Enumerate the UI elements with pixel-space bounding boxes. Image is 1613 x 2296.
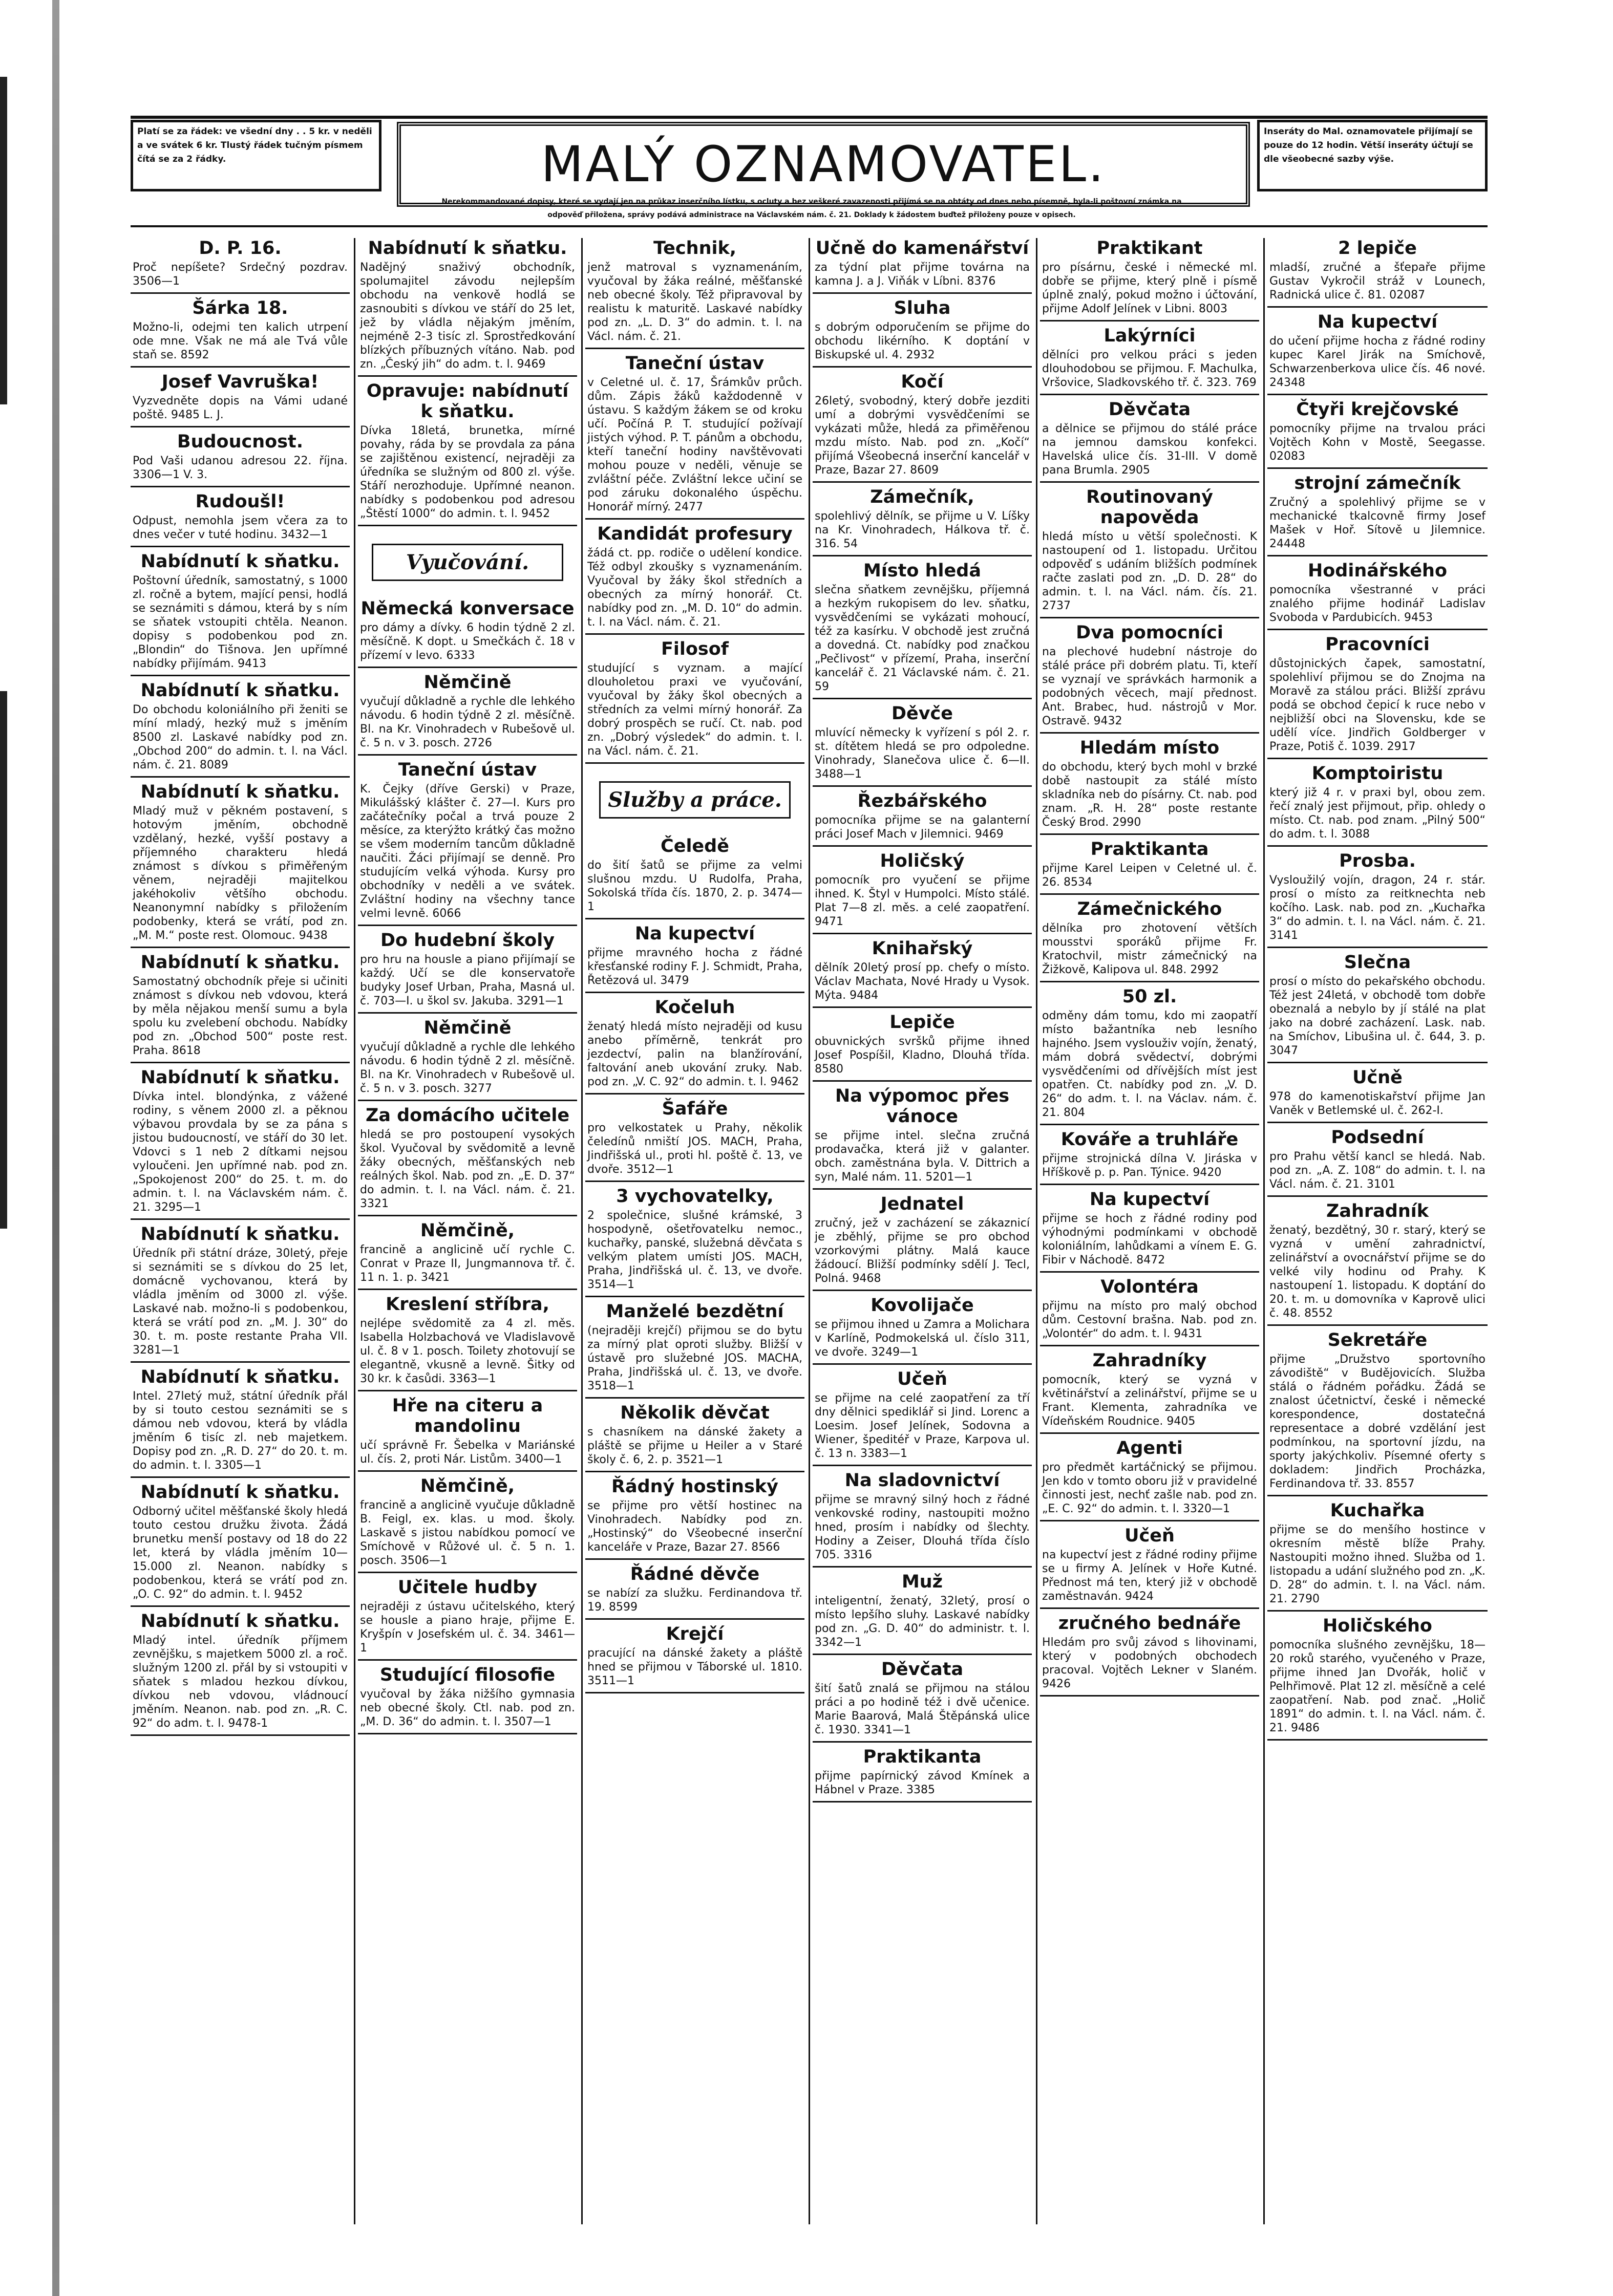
ad-body: se přijme na celé zaopatření za tří dny dělnici spediklář si Jind. Lorenc a Loesim. Josef Jelínek, Sodovna a Wiener, špeditéř v Praze, Karpova ul. č. 13 n. 3383—1 xyxy=(815,1392,1030,1460)
ad-heading: Učně do kamenářství xyxy=(815,238,1029,259)
ad-body: ženatý, bezdětný, 30 r. starý, který se vyzná v umění zahradnictví, zelinářství a ovocnářství přijme se do velké vily hodinu od Prahy. K nastoupení 1. listopadu. K doptání do 20. t. m. u domovníka v Kaprově ulici č. 48. 8552 xyxy=(1269,1224,1485,1320)
notice-line: odpověď přiložena, správy podává administrace na Václavském nám. č. 21. Doklady k žádostem buďtež přiloženy pouze v opisech. xyxy=(547,211,1076,219)
classified-ad xyxy=(131,372,350,427)
ad-heading: Nabídnutí k sňatku. xyxy=(140,1611,340,1632)
ad-heading: Sekretáře xyxy=(1327,1330,1428,1350)
classified-ad xyxy=(131,1611,350,1736)
ad-body: dělníci pro velkou práci s jeden dlouhodobou se přijmou. F. Machulka, Vršovice, Sladkovského tř. č. 323. 769 xyxy=(1042,349,1257,389)
ad-body: 978 do kamenotiskařství přijme Jan Vaněk v Betlemské ul. č. 262-I. xyxy=(1269,1090,1485,1117)
ad-heading: Holičský xyxy=(880,851,965,871)
ad-heading: Děvčata xyxy=(1108,399,1191,420)
classified-ad xyxy=(1040,839,1259,895)
classified-ad xyxy=(585,238,804,349)
classified-ad xyxy=(1267,952,1488,1063)
classified-ad xyxy=(1267,561,1488,630)
column-5 xyxy=(1040,238,1259,2245)
classified-ad xyxy=(585,1624,804,1693)
column-rule xyxy=(581,238,583,2224)
ad-body: přijme se mravný silný hoch z řádné venkovské rodiny, nastoupiti možno hned, prosím i nabídky od šlechty. Hodiny a Zeiser, Dlouhá třída číslo 705. 3316 xyxy=(815,1493,1030,1561)
classified-ad xyxy=(813,1659,1032,1743)
ad-body: nejlépe svědomitě za 4 zl. měs. Isabella Holzbachová ve Vladislavově ul. č. 8 v 1. posch. Toilety zhotovují se elegantně, vkusně a levně. Šitky od 30 kr. k časůdi. 3363—1 xyxy=(360,1317,575,1385)
classified-ad xyxy=(585,1301,804,1399)
ad-body: nejraději z ústavu učitelského, který se housle a piano hraje, přijme E. Kryšpín v Josefském ul. č. 34. 3461—1 xyxy=(360,1600,575,1655)
left-notice-box xyxy=(131,120,381,191)
ad-heading: Učně xyxy=(1352,1067,1403,1088)
classified-ad xyxy=(1040,1526,1259,1609)
ad-body: se nabízí za služku. Ferdinandova tř. 19. 8599 xyxy=(587,1587,802,1614)
classified-ad xyxy=(1040,986,1259,1125)
classified-ad xyxy=(1267,1201,1488,1326)
ad-body: francině a anglicině učí rychle C. Conrat v Praze II, Jungmannova tř. č. 11 n. 1. p. 3421 xyxy=(360,1243,575,1284)
column-1 xyxy=(131,238,350,2245)
left-margin-mark xyxy=(0,77,7,404)
ad-body: pracující na dánské žakety a pláště hned se přijmou v Táborské ul. 1810. 3511—1 xyxy=(587,1647,802,1687)
classified-ad xyxy=(358,1105,577,1216)
ad-body: do učení přijme hocha z řádné rodiny kupec Karel Jirák na Smíchově, Schwarzenberkova ulice čís. 46 nové. 24348 xyxy=(1269,335,1485,389)
classified-ad xyxy=(131,782,350,948)
ad-body: přijme se do menšího hostince v okresním městě blíže Prahy. Nastoupiti možno ihned. Služba od 1. listopadu a udání služného pod zn. „K. D. 28“ do admin. t. l. na Václ. nám. 21. 2790 xyxy=(1269,1523,1485,1605)
classified-ad xyxy=(813,1572,1032,1655)
ad-body: Hledám pro svůj závod s lihovinami, který v podobných obchodech pracoval. Vojtěch Lekner v Slaném. 9426 xyxy=(1042,1636,1257,1690)
ad-body: se přijme intel. slečna zručná prodavačka, která již v galanter. obch. zaměstnána byla. V. Dittrich a syn, Malé nám. 11. 5201—1 xyxy=(815,1129,1030,1184)
classified-ad xyxy=(813,1194,1032,1291)
ad-body: dělníka pro zhotovení větších mousstvi sporáků přijme Fr. Kratochvil, mistr zámečnický na Žižkově, Kalipova ul. 848. 2992 xyxy=(1042,922,1257,976)
ad-heading: Praktikanta xyxy=(1090,839,1209,860)
ad-body: pro Prahu větší kancl se hledá. Nab. pod zn. „A. Z. 108“ do admin. t. l. na Václ. nám. č. 21. 3101 xyxy=(1269,1150,1485,1191)
ad-heading: Praktikanta xyxy=(863,1747,982,1767)
classified-ad xyxy=(813,938,1032,1008)
ad-body: pro hru na housle a piano přijímají se každý. Učí se dle konservatoře budyky Josef Urban, Praha, Masná ul. č. 703—I. u škol sv. Jakuba. 3291—1 xyxy=(360,953,575,1007)
ad-heading: Taneční ústav xyxy=(398,760,537,780)
ad-body: vyučují důkladně a rychle dle lehkého návodu. 6 hodin týdně 2 zl. měsíčně. Bl. na Kr. Vinohradech v Rubešově ul. č. 5 n. v 3. posch. 3277 xyxy=(360,1041,575,1095)
left-margin-mark xyxy=(0,691,7,1229)
ad-heading: Nabídnutí k sňatku. xyxy=(140,1367,340,1387)
column-rule xyxy=(1263,238,1265,2224)
ad-heading: Nabídnutí k sňatku. xyxy=(140,680,340,701)
ad-heading: Kočeluh xyxy=(654,997,735,1018)
ad-body: obuvnických svršků přijme ihned Josef Pospíšil, Kladno, Dlouhá třída. 8580 xyxy=(815,1035,1030,1076)
classified-ad xyxy=(1267,238,1488,308)
ad-body: který již 4 r. v praxi byl, obou zem. řečí znalý jest přijmout, přip. ohledy o místo. Ct. nab. pod znam. „Pilný 500“ do adm. t. l. 3088 xyxy=(1269,786,1485,841)
ad-heading: Opravuje: nabídnutí k sňatku. xyxy=(366,381,569,422)
ad-heading: Filosof xyxy=(661,639,729,659)
column-2 xyxy=(358,238,577,2245)
ad-body: pro písárnu, české i německé ml. dobře se přijme, který plně i písmě úplně znalý, pokud možno i účtování, přijme Adolf Jelínek v Libni. 8003 xyxy=(1042,261,1257,315)
ad-body: s chasníkem na dánské žakety a pláště se přijme u Heiler a v Staré školy č. 6, 2. p. 3521—1 xyxy=(587,1426,802,1466)
classified-ad xyxy=(1267,473,1488,556)
ad-heading: Šafáře xyxy=(662,1099,728,1119)
ad-heading: Na kupectví xyxy=(1089,1189,1210,1210)
ad-body: přijme mravného hocha z řádné křesťanské rodiny F. J. Schmidt, Praha, Řetězová ul. 3479 xyxy=(587,947,802,987)
classified-ad xyxy=(1267,634,1488,759)
ad-heading: Nabídnutí k sňatku. xyxy=(140,952,340,973)
ad-heading: 2 lepiče xyxy=(1338,238,1417,259)
classified-ad xyxy=(813,1470,1032,1568)
ad-heading: Lakýrníci xyxy=(1103,326,1196,346)
ad-heading: Zahradníky xyxy=(1092,1350,1207,1371)
ad-heading: Na výpomoc přes vánoce xyxy=(835,1086,1010,1127)
right-notice: Inseráty do Mal. oznamovatele přijímají se pouze do 12 hodin. Větší inseráty účtují se dle všeobecné sazby výše. xyxy=(1264,126,1473,164)
classified-ad xyxy=(1267,851,1488,948)
classified-ad xyxy=(585,924,804,993)
ad-body: pro předmět kartáčnický se přijmou. Jen kdo v tomto oboru již v pravidelné činnosti jest, nechť zašle nab. pod zn. „E. C. 92“ do admin. t. l. 3320—1 xyxy=(1042,1461,1257,1515)
column-3 xyxy=(585,238,804,2245)
ad-body: v Celetné ul. č. 17, Šrámkův průch. dům. Zápis žáků každodenně v ústavu. S každým žákem se od kroku učí. Počíná P. T. studující požívají jistých výhod. P. T. pánům a obchodu, kteří taneční hodiny navštěvovati mohou pouze v neděli, věnuje se zvláštní péče. Zvláštní lekce učiní se pod záruku dokonalého úspěchu. Honorář mírný. 2477 xyxy=(587,376,802,513)
ad-heading: Řádný hostinský xyxy=(611,1476,778,1497)
ad-heading: Knihařský xyxy=(872,938,973,959)
ad-body: pomocníka všestranné v práci znalého přijme hodinář Ladislav Svoboda v Pardubicích. 9453 xyxy=(1269,584,1485,624)
ad-heading: zručného bednáře xyxy=(1058,1613,1241,1634)
ad-heading: Řezbářského xyxy=(857,791,987,811)
classified-ad xyxy=(1040,1277,1259,1346)
ad-body: (nejraději krejčí) přijmou se do bytu za mírný plat oproti služby. Bližší v ústavě pro služebné JOS. MACHA, Praha, Jindřišská ul. č. 13, ve dvoře. 3518—1 xyxy=(587,1324,802,1392)
classified-ad xyxy=(813,791,1032,847)
classified-ad xyxy=(358,1577,577,1661)
ad-body: se přijme pro větší hostinec na Vinohradech. Nabídky pod zn. „Hostinský“ do Všeobecné inserční kanceláře v Praze, Bazar 27. 8566 xyxy=(587,1499,802,1554)
ad-heading: Německá konversace xyxy=(360,598,575,619)
ad-heading: Sluha xyxy=(894,298,951,318)
classified-ad xyxy=(813,372,1032,483)
ad-heading: Kreslení stříbra, xyxy=(386,1294,549,1315)
ad-body: pomocníka slušného zevnějšku, 18—20 roků starého, vyučeného v Praze, přijme ihned Jan Dvořák, holič v Pelhřimově. Plat 12 zl. měsíčně a celé zaopatření. Nab. pod znač. „Holič 1891“ do admin. t. l. na Václ. nám. č. 21. 9486 xyxy=(1269,1639,1485,1734)
classified-ad xyxy=(358,1220,577,1290)
ad-body: na kupectví jest z řádné rodiny přijme se u firmy A. Jelínek v Hoře Kutné. Přednost má ten, který již v obchodě zaměstnaván. 9424 xyxy=(1042,1549,1257,1603)
ad-heading: Nabídnutí k sňatku. xyxy=(140,1482,340,1503)
ad-body: zručný, jež v zacházení se zákaznicí je zběhlý, přijme se pro obchod vzorkovými plátny. Malá kauce žádoucí. Bližší podmínky sdělí J. Tecl, Polná. 9468 xyxy=(815,1217,1030,1285)
classified-ad xyxy=(1040,1189,1259,1273)
classified-ad xyxy=(131,551,350,676)
classified-ad xyxy=(813,1295,1032,1365)
page-edge xyxy=(52,0,59,2296)
ad-heading: Rudoušl! xyxy=(195,491,285,512)
ad-heading: Na kupectví xyxy=(1317,312,1438,332)
ad-heading: Volontéra xyxy=(1100,1277,1199,1297)
classified-ad xyxy=(1040,399,1259,483)
classified-ad xyxy=(131,432,350,487)
ad-body: pro dámy a dívky. 6 hodin týdně 2 zl. měsíčně. K dopt. u Smečkách č. 18 v přízemí v levo. 6333 xyxy=(360,621,575,662)
column-rule xyxy=(1036,238,1037,2224)
ad-heading: Místo hledá xyxy=(863,561,981,581)
ad-body: přijmu na místo pro malý obchod dům. Cestovní brašna. Nab. pod zn. „Volontér“ do adm. t. l. 9431 xyxy=(1042,1300,1257,1340)
ad-body: Zručný a spolehlivý přijme se v mechanické tkalcovně firmy Josef Mašek v Hoř. Sítově u Jilemnice. 24448 xyxy=(1269,496,1485,550)
classified-ad xyxy=(1267,1330,1488,1496)
classified-ad xyxy=(585,1403,804,1472)
classified-ad xyxy=(358,238,577,377)
classified-ad xyxy=(131,491,350,547)
ad-heading: Studující filosofie xyxy=(379,1665,556,1685)
ad-heading: Učitele hudby xyxy=(397,1577,538,1598)
ad-body: ženatý hledá místo nejraději od kusu anebo příměrně, tenkrát pro jezdectví, palin na blanžírování, faltování aneb ukování zruky. Nab. pod zn. „V. C. 92“ do admin. t. l. 9462 xyxy=(587,1020,802,1088)
classified-ad xyxy=(585,1476,804,1560)
classified-ad xyxy=(358,1476,577,1573)
ad-body: spolehlivý dělník, se přijme u V. Líšky na Kr. Vinohradech, Hálkova tř. č. 316. 54 xyxy=(815,510,1030,550)
ad-body: na plechové hudební nástroje do stálé práce při dobrém platu. Ti, kteří se vyznají ve správkách harmonik a podobných věcech, mají přednost. Ant. Brabec, hud. nástrojů v Mor. Ostravě. 9432 xyxy=(1042,646,1257,727)
column-6 xyxy=(1267,238,1488,2245)
ad-body: s dobrým odporučením se přijme do obchodu likérního. K doptání v Biskupské ul. 4. 2932 xyxy=(815,321,1030,361)
ad-body: odměny dám tomu, kdo mi zaopatří místo bažantníka neb lesního hajného. Jsem vyslouživ vojín, ženatý, mám dobrá svědectví, dobrými vysvědčeními od dřívějších míst jest opatřen. Ct. nabídky pod zn. „V. D. 26“ do adm. t. l. na Václav. nám. č. 21. 804 xyxy=(1042,1010,1257,1119)
ad-heading: Nabídnutí k sňatku. xyxy=(140,782,340,802)
classified-ad xyxy=(813,298,1032,368)
ad-body: přijme papírnický závod Kmínek a Hábnel v Praze. 3385 xyxy=(815,1770,1030,1796)
classified-ad xyxy=(585,1099,804,1182)
ad-heading: Němčině xyxy=(423,672,512,693)
ad-heading: Routinovaný napověda xyxy=(1086,487,1213,528)
ad-heading: Podsední xyxy=(1331,1127,1424,1148)
classified-ad xyxy=(1040,623,1259,734)
ad-heading: Kováře a truhláře xyxy=(1060,1129,1239,1150)
classified-ad xyxy=(1040,238,1259,321)
ad-body: přijme „Družstvo sportovního závodiště“ v Budějovicích. Služba stálá o řádném pořádku. Žádá se znalost účetnictví, české i německé korespondence, dostatečná representace a dobré vzdělání jest podmínkou, na sportovní jízdu, na sporty jakýchkoliv. Písemné oferty s dokladem: Jindřich Procházka, Ferdinandova tř. 33. 8557 xyxy=(1269,1353,1485,1490)
ad-heading: Komptoiristu xyxy=(1311,763,1444,784)
ad-heading: Kuchařka xyxy=(1330,1500,1425,1521)
ad-heading: Hledám místo xyxy=(1079,738,1220,758)
ad-heading: Technik, xyxy=(653,238,737,259)
classified-ad xyxy=(1040,1129,1259,1185)
ad-body: Úředník při státní dráze, 30letý, přeje si seznámiti se s dívkou do 25 let, domácně vychovanou, která by vládla jměním od 3000 zl. výše. Laskavé nab. možno-li s podobenkou, která se vrátí pod zn. „M. J. 30“ do 30. t. m. poste restante Praha VII. 3281—1 xyxy=(133,1247,348,1357)
ad-heading: Josef Vavruška! xyxy=(161,372,319,392)
ad-heading: Muž xyxy=(901,1572,943,1592)
ad-heading: Zámečnického xyxy=(1077,899,1222,919)
masthead-bottom-rule xyxy=(131,225,1488,227)
ad-body: prosí o místo do pekařského obchodu. Též jest 24letá, v obchodě tom dobře obeznalá a nebylo by jí stálé na plat jako na dobré zacházení. Lask. nab. na Smíchov, Libušina ul. č. 644, 3. p. 3047 xyxy=(1269,975,1485,1057)
ad-heading: Děvčata xyxy=(881,1659,964,1680)
ad-heading: Děvče xyxy=(891,703,953,724)
classified-ad xyxy=(358,1665,577,1734)
ad-heading: Zámečník, xyxy=(870,487,974,507)
ad-body: Odborný učitel měšťanské školy hledá touto cestou družku života. Žádá brunetku menší postavy od 18 do 22 let, která by vládla jměním 10—15.000 zl. Neanon. nabídky s podobenkou, která se vrátí pod zn. „O. C. 92“ do admin. t. l. 9452 xyxy=(133,1505,348,1601)
ad-heading: Nabídnutí k sňatku. xyxy=(140,551,340,572)
classified-ad xyxy=(585,353,804,520)
ad-body: se přijmou ihned u Zamra a Molichara v Karlíně, Podmokelská ul. číslo 311, ve dvoře. 3249—1 xyxy=(815,1318,1030,1359)
ad-body: Dívka 18letá, brunetka, mírné povahy, ráda by se provdala za pána se zajištěnou existencí, nejraději za úředníka se služným od 800 zl. výše. Stáří nerozhoduje. Upřímné neanon. nabídky s podobenkou pod adresou „Štěstí 1000“ do admin. t. l. 9452 xyxy=(360,424,575,520)
ad-heading: Dva pomocníci xyxy=(1076,623,1223,643)
ad-body: pomocník pro vyučení se přijme ihned. K. Štyl v Humpolci. Místo stálé. Plat 7—8 zl. měs. a celé zaopatření. 9471 xyxy=(815,874,1030,928)
left-notice: Platí se za řádek: ve všední dny . . 5 kr. v neděli a ve svátek 6 kr. Tlustý řádek tučným písmem čítá se za 2 řádky. xyxy=(137,126,372,164)
ad-heading: Čeledě xyxy=(661,836,729,856)
classified-ad xyxy=(1267,399,1488,469)
column-4 xyxy=(813,238,1032,2245)
classified-ad xyxy=(358,1396,577,1472)
ad-body: Intel. 27letý muž, státní úředník přál by si touto cestou seznámiti se s dámou neb vdovou, která by vládla jměním 6 tisíc zl. neb majetkem. Dopisy pod zn. „R. D. 27“ do 20. t. m. do admin. t. l. 3305—1 xyxy=(133,1390,348,1472)
ad-body: Poštovní úředník, samostatný, s 1000 zl. ročně a bytem, mající pensi, hodlá se seznámiti s dámou, která by s ním se sňatek vstoupiti chtěla. Neanon. dopisy s podobenkou pod zn. „Blondin“ do Tišnova. Jen upřímné nabídky přijímám. 9413 xyxy=(133,574,348,670)
ad-heading: 50 zl. xyxy=(1122,986,1177,1007)
column-rule xyxy=(809,238,810,2224)
classified-ad xyxy=(585,524,804,635)
classified-ad xyxy=(813,1747,1032,1803)
classified-ad xyxy=(813,851,1032,934)
ad-heading: Němčině, xyxy=(420,1220,515,1241)
ad-body: pro velkostatek u Prahy, několik čeledínů nmiští JOS. MACH, Praha, Jindřišská ul., proti hl. poště č. 13, ve dvoře. 3512—1 xyxy=(587,1122,802,1176)
section-heading: Služby a práce. xyxy=(599,781,791,819)
classified-ad xyxy=(131,1482,350,1607)
classified-ad xyxy=(1267,1500,1488,1612)
classified-ad xyxy=(1040,1350,1259,1434)
classified-ad xyxy=(1040,326,1259,395)
ad-heading: Manželé bezdětní xyxy=(606,1301,784,1322)
ad-body: slečna sňatkem zevnějšku, příjemná a hezkým rukopisem do lev. sňatku, vysvědčeními se vykázati mohoucí, též za kasírku. V obchodě jest zručná a dovedná. Ct. nabídky pod značkou „Pečlivost“ v přízemí, Praha, inserční kancelář č. 21 Václavské nám. č. 21. 59 xyxy=(815,584,1030,693)
ad-body: Vyzvedněte dopis na Vámi udané poště. 9485 L. J. xyxy=(133,395,348,421)
notice-line: Nerekommandované dopisy, které se vydají jen na průkaz inserčního lístku, s ocluty a bez veškeré zavazenosti přijímá se na obtáty od dnes nebo písemně, byla-li poštovní známka na xyxy=(441,198,1182,206)
ad-body: důstojnických čapek, samostatní, spolehliví přijmou se do Znojma na Moravě za stálou práci. Bližší zprávu podá se obchod čepicí k ruce nebo v nejbližší obci na Slovensku, kde se udělí více. Jindřich Goldberger v Praze, Potiš č. 1039. 2917 xyxy=(1269,657,1485,753)
ad-body: do šití šatů se přijme za velmi slušnou mzdu. U Rudolfa, Praha, Sokolská třída čís. 1870, 2. p. 3474—1 xyxy=(587,859,802,913)
classified-ad xyxy=(1267,763,1488,847)
classified-ad xyxy=(1040,899,1259,982)
classified-ad xyxy=(1040,1613,1259,1697)
ad-heading: Na sladovnictví xyxy=(844,1470,1000,1491)
ad-heading: Krejčí xyxy=(666,1624,724,1644)
ad-heading: Kočí xyxy=(901,372,944,392)
ad-body: pomocníky přijme na trvalou práci Vojtěch Kohn v Mostě, Seegasse. 02083 xyxy=(1269,422,1485,463)
ad-heading: Řádné děvče xyxy=(630,1564,760,1584)
ad-body: francině a anglicině vyučuje důkladně B. Feigl, ex. klas. u mod. školy. Laskavě s jistou nabídkou pomocí ve Smíchově v Růžové ul. č. 5 n. 1. posch. 3506—1 xyxy=(360,1499,575,1567)
section-heading: Vyučování. xyxy=(372,544,563,581)
ad-body: studující s vyznam. a mající dlouholetou praxi ve vyučování, vyučoval by žáky škol obecných a středních za velmi mírný honorář. Za dobrý prospěch se ručí. Ct. nab. pod zn. „Dobrý výsledek“ do admin. t. l. na Václ. nám. č. 21. xyxy=(587,662,802,758)
ad-body: přijme Karel Leipen v Celetné ul. č. 26. 8534 xyxy=(1042,862,1257,889)
ad-heading: Několik děvčat xyxy=(620,1403,770,1423)
classified-ad xyxy=(1040,738,1259,835)
classified-ad xyxy=(131,680,350,778)
ad-body: učí správně Fr. Šebelka v Mariánské ul. čís. 2, proti Nár. Listům. 3400—1 xyxy=(360,1439,575,1466)
classified-ad xyxy=(1040,487,1259,618)
classified-ad xyxy=(131,1224,350,1363)
ad-heading: Němčině xyxy=(423,1018,512,1038)
classified-ad xyxy=(358,1018,577,1101)
ad-body: žádá ct. pp. rodiče o udělení kondice. Též odbyl zkoušky s vyznamenáním. Vyučoval by žáky škol středních a obecných za mírný honorář. Ct. nabídky pod zn. „M. D. 10“ do admin. t. l. na Václ. nám. č. 21. xyxy=(587,547,802,629)
classified-ad xyxy=(358,381,577,526)
classified-ad xyxy=(1267,312,1488,395)
ad-heading: Zahradník xyxy=(1326,1201,1429,1221)
ad-heading: Lepiče xyxy=(889,1012,955,1033)
ad-heading: Pracovníci xyxy=(1325,634,1430,655)
ad-body: přijme se hoch z řádné rodiny pod výhodnými podmínkami v obchodě koloniálním, lahůdkami a vínem E. G. Fibir v Náchodě. 8472 xyxy=(1042,1212,1257,1267)
classified-ad xyxy=(813,1369,1032,1466)
ad-heading: Budoucnost. xyxy=(177,432,304,452)
ad-body: vyučují důkladně a rychle dle lehkého návodu. 6 hodin týdně 2 zl. měsíčně. Bl. na Kr. Vinohradech v Rubešově ul. č. 5 n. v 3. posch. 2726 xyxy=(360,695,575,749)
ad-heading: strojní zámečník xyxy=(1294,473,1461,493)
ad-body: Odpust, nemohla jsem včera za to dnes večer v tuté hodinu. 3432—1 xyxy=(133,514,348,541)
classified-ad xyxy=(358,930,577,1014)
ad-body: mluvící německy k vyřízení s pól 2. r. st. dítětem hledá se pro odpoledne. Vinohrady, Slanečova ulice č. 6—II. 3488—1 xyxy=(815,726,1030,781)
ad-heading: Hodinářského xyxy=(1307,561,1448,581)
ad-body: Dívka intel. blondýnka, z vážené rodiny, s věnem 2000 zl. a pěknou výbavou provdala by se za pána s jistou budoucností, ve stáří do 30 let. Vdovci s 1 neb 2 dítkami nejsou vyloučeni. Jen upřímné nab. pod zn. „Spokojenost 200“ do 25. t. m. do admin. t. l. na Václavském nám. č. 21. 3295—1 xyxy=(133,1090,348,1214)
ad-body: hledá místo u větší společnosti. K nastoupení od 1. listopadu. Určitou odpověď s udáním bližších podmínek račte zaslati pod zn. „D. D. 28“ do admin. t. l. na Václ. nám. čís. 21. 2737 xyxy=(1042,530,1257,612)
ad-heading: Nabídnutí k sňatku. xyxy=(140,1224,340,1244)
ad-body: K. Čejky (dříve Gerski) v Praze, Mikulášský klášter č. 27—I. Kurs pro začátečníky počal a trvá pouze 2 měsíce, za kterýžto krátký čas možno se všem moderním tancům důkladně naučiti. Žáci přijímají se denně. Pro studujícím velká výhoda. Kursy pro obchodníky v neděli a ve svátek. Zvláštní hodiny na všechny tance velmi levně. 6066 xyxy=(360,783,575,920)
classified-ad xyxy=(1267,1127,1488,1197)
classified-ad xyxy=(813,238,1032,294)
classified-ad xyxy=(131,298,350,368)
classified-ad xyxy=(813,561,1032,699)
classified-ad xyxy=(131,238,350,294)
ad-body: Proč nepíšete? Srdečný pozdrav. 3506—1 xyxy=(133,261,348,288)
ad-body: Možno-li, odejmi ten kalich utrpení ode mne. Však ne má ale Tvá vůle staň se. 8592 xyxy=(133,321,348,361)
ad-heading: Jednatel xyxy=(880,1194,964,1214)
ad-body: Mladý muž v pěkném postavení, s hotovým jměním, obchodně vzdělaný, hezké, vyšší postavy a příjemného charakteru hledá známost s dívkou s přiměřeným věnem, nejraději majitelkou jakéhokoliv většího obchodu. Neanonymní nabídky s přiložením podobenky, která se vrátí, pod zn. „M. M.“ poste rest. Olomouc. 9438 xyxy=(133,805,348,942)
classified-ad xyxy=(358,598,577,668)
ad-body: inteligentní, ženatý, 32letý, prosí o místo lepšího sluhy. Laskavé nabídky pod zn. „G. D. 40“ do administr. t. l. 3342—1 xyxy=(815,1595,1030,1649)
classified-ad xyxy=(585,639,804,764)
ad-heading: Do hudební školy xyxy=(380,930,555,951)
classified-ad xyxy=(358,672,577,756)
classified-ad xyxy=(358,1294,577,1391)
ad-body: dělník 20letý prosí pp. chefy o místo. Václav Machata, Nové Hrady u Vysok. Mýta. 9484 xyxy=(815,961,1030,1002)
ad-body: pomocník, který se vyzná v květinářství a zelinářství, přijme se u Frant. Klementa, zahradníka ve Vídeňském Roudnice. 9405 xyxy=(1042,1374,1257,1428)
ad-body: jenž matroval s vyznamenáním, vyučoval by žáka reálné, měšťanské neb obecné školy. Též připravoval by realistu k maturitě. Laskavé nabídky pod zn. „L. D. 3“ do admin. t. l. na Václ. nám. č. 21. xyxy=(587,261,802,343)
ad-body: Vysloužilý vojín, dragon, 24 r. stár. prosí o místo za reitknechta neb kočího. Lask. nab. pod zn. „Kuchařka 3“ do admin. t. l. na Václ. nám. č. 21. 3141 xyxy=(1269,874,1485,942)
ad-body: pomocníka přijme se na galanterní práci Josef Mach v Jilemnici. 9469 xyxy=(815,814,1030,841)
ad-heading: Čtyři krejčovské xyxy=(1296,399,1459,420)
classified-ad xyxy=(585,1564,804,1620)
ad-heading: Nabídnutí k sňatku. xyxy=(140,1067,340,1088)
ad-heading: 3 vychovatelky, xyxy=(616,1186,774,1207)
ad-heading: Agenti xyxy=(1116,1438,1183,1458)
ad-heading: Holičského xyxy=(1323,1616,1432,1636)
ad-heading: Na kupectví xyxy=(634,924,755,944)
page-title: MALÝ OZNAMOVATEL. xyxy=(397,122,1250,207)
ad-body: 2 společnice, slušné krámské, 3 hospodyně, ošetřovatelku nemoc., kuchařky, panské, služebná děvčata s velkým platem umísti JOS. MACH, Praha, Jindřišská ul. č. 13, ve dvoře. 3514—1 xyxy=(587,1209,802,1291)
ad-heading: Prosba. xyxy=(1339,851,1416,871)
ad-body: za týdní plat přijme továrna na kamna J. a J. Viňák v Líbni. 8376 xyxy=(815,261,1030,288)
ad-heading: Za domácího učitele xyxy=(365,1105,570,1126)
masthead-top-rule xyxy=(131,116,1488,119)
ad-body: 26letý, svobodný, který dobře jezditi umí a dobrými vysvědčeními se vykázati může, hledá za přiměřenou mzdu místo. Nab. pod zn. „Kočí“ přijímá Všeobecná inserční kancelář v Praze, Bazar 27. 8609 xyxy=(815,395,1030,477)
classified-ad xyxy=(813,703,1032,787)
classified-ad xyxy=(358,760,577,926)
classified-ad xyxy=(131,1367,350,1478)
ad-heading: Nabídnutí k sňatku. xyxy=(368,238,567,259)
ad-body: mladší, zručné a šťepaře přijme Gustav Vykročil stráž v Lounech, Radnická ulice č. 81. 02087 xyxy=(1269,261,1485,302)
classified-ad xyxy=(131,1067,350,1220)
ad-body: Do obchodu koloniálního při ženiti se míní mladý, hezký muž s jměním 8500 zl. Laskavé nabídky pod zn. „Obchod 200“ do admin. t. l. na Václ. nám. č. 21. 8089 xyxy=(133,703,348,771)
ad-heading: Hře na citeru a mandolinu xyxy=(392,1396,543,1436)
ad-heading: Němčině, xyxy=(420,1476,515,1496)
classified-ad xyxy=(813,487,1032,556)
ad-heading: Slečna xyxy=(1344,952,1411,973)
classified-ad xyxy=(1040,1438,1259,1521)
classified-ad xyxy=(585,1186,804,1297)
ad-heading: Učeň xyxy=(1124,1526,1175,1546)
classified-ad xyxy=(1267,1616,1488,1741)
classified-ad xyxy=(813,1012,1032,1082)
right-notice-box xyxy=(1257,120,1488,191)
ad-body: šití šatů znalá se přijmou na stálou práci a po hodině též i dvě učenice. Marie Baarová, Malá Štěpánská ulice č. 1930. 3341—1 xyxy=(815,1682,1030,1736)
classified-ad xyxy=(1267,1067,1488,1123)
ad-body: a dělnice se přijmou do stálé práce na jemnou damskou konfekci. Havelská ulice čís. 31-III. V domě pana Brumla. 2905 xyxy=(1042,422,1257,477)
classified-ad xyxy=(813,1086,1032,1190)
ad-heading: Praktikant xyxy=(1096,238,1203,259)
ad-body: Pod Vaši udanou adresou 22. října. 3306—1 V. 3. xyxy=(133,455,348,481)
ad-heading: Kovolijače xyxy=(871,1295,974,1316)
ad-body: přijme strojnická dílna V. Jiráska v Hříškově p. p. Pan. Týnice. 9420 xyxy=(1042,1152,1257,1179)
ad-body: vyučoval by žáka nižšího gymnasia neb obecné školy. Ctl. nab. pod zn. „M. D. 36“ do admin. t. l. 3507—1 xyxy=(360,1688,575,1728)
classified-ad xyxy=(131,952,350,1063)
ad-body: hledá se pro postoupení vysokých škol. Vyučoval by svědomitě a levně žáky obecných, měšťanských neb reálných škol. Nab. pod zn. „E. D. 37“ do admin. t. l. na Václ. nám. č. 21. 3321 xyxy=(360,1128,575,1210)
ad-body: Nadějný snaživý obchodník, spolumajitel závodu nejlepším obchodu na venkově hodlá se zasnoubiti s dívkou ve stáří do 25 let, jež by vládla nějakým jměním, nejméně 2-3 tisíc zl. Sprostředkování blízkých příbuzných vítáno. Nab. pod zn. „Český jih“ do adm. t. l. 9469 xyxy=(360,261,575,371)
ad-heading: D. P. 16. xyxy=(199,238,282,259)
ad-heading: Kandidát profesury xyxy=(597,524,793,544)
ad-columns xyxy=(131,238,1488,2245)
ad-body: Samostatný obchodník přeje si učiniti známost s dívkou neb vdovou, která by měla nějakou menší sumu a byla spolu ku zvelebení obchodu. Nabídky pod zn. „Obchod 500“ poste rest. Praha. 8618 xyxy=(133,975,348,1057)
ad-heading: Taneční ústav xyxy=(625,353,765,374)
classified-ad xyxy=(585,997,804,1095)
ad-body: Mladý intel. úředník příjmem zevnějšku, s majetkem 5000 zl. a roč. služným 1200 zl. přál by si vstoupiti v sňatek s mladou hezkou dívkou, dívkou neb vdovou, vládnoucí jměním. Neanon. nab. pod zn. „R. C. 92“ do adm. t. l. 9478-1 xyxy=(133,1634,348,1730)
ad-body: do obchodu, který bych mohl v brzké době nastoupit za stálé místo skladníka neb do písárny. Ct. nab. pod znam. „R. H. 28“ poste restante Český Brod. 2990 xyxy=(1042,761,1257,829)
column-rule xyxy=(354,238,355,2224)
classified-ad xyxy=(585,836,804,919)
ad-heading: Šárka 18. xyxy=(192,298,288,318)
ad-heading: Učeň xyxy=(897,1369,947,1389)
